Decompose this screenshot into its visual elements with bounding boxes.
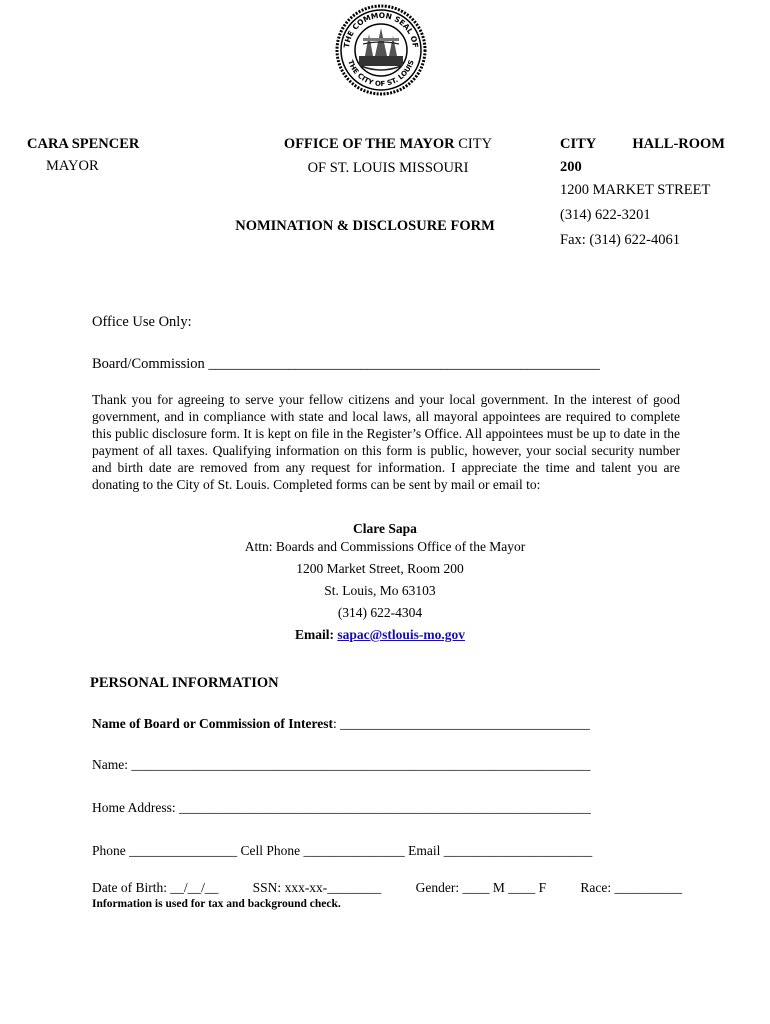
phone-label: Phone <box>92 843 130 858</box>
personal-info-heading: PERSONAL INFORMATION <box>90 675 279 691</box>
gender-f-field[interactable]: ____ <box>508 880 536 895</box>
mayor-block <box>27 135 139 179</box>
race-label: Race: <box>580 880 615 895</box>
dob-label: Date of Birth: <box>92 880 171 895</box>
dob-row <box>92 880 682 896</box>
board-commission-row <box>92 355 600 373</box>
ssn-label: SSN: <box>252 880 285 895</box>
gender-m-label: M <box>492 880 505 895</box>
email-label: Email <box>404 843 444 858</box>
contact-street: 1200 Market Street, Room 200 <box>296 561 464 576</box>
contact-attn: Attn: Boards and Commissions Office of the Mayor <box>244 539 526 554</box>
office-line1: OFFICE OF THE MAYOR <box>283 136 455 152</box>
name-field[interactable]: ____________________________________________________________________ <box>131 757 591 772</box>
contact-block <box>190 520 580 648</box>
board-commission-field[interactable]: ______________________________________________________ <box>208 356 600 372</box>
office-fax: Fax: (314) 622-4061 <box>560 232 681 248</box>
gender-label: Gender: <box>415 880 463 895</box>
email-field[interactable]: ______________________ <box>443 843 593 858</box>
phone-field[interactable]: ________________ <box>129 843 238 858</box>
address-room: 200 <box>560 159 582 175</box>
svg-text:THE CITY OF ST. LOUIS: THE CITY OF ST. LOUIS <box>346 58 416 89</box>
mayor-name: CARA SPENCER <box>27 136 140 152</box>
board-interest-field[interactable]: _____________________________________ <box>340 716 590 731</box>
form-title: NOMINATION & DISCLOSURE FORM <box>235 218 495 234</box>
office-block <box>270 135 506 183</box>
name-row <box>92 757 590 773</box>
svg-text:THE COMMON SEAL OF: THE COMMON SEAL OF <box>342 10 420 49</box>
tax-background-note: Information is used for tax and background check. <box>92 898 341 910</box>
intro-paragraph: Thank you for agreeing to serve your fellow citizens and your local government. In the interest of good government, and in compliance with state and local laws, all mayoral appointees are required to complete this public disclosure form. It is kept on file in the Register’s Office. All appointees must be up to date in the payment of all taxes. Qualifying information on this form is public, however, your social security number and birth date are removed from any request for information. I appreciate the time and talent you are donating to the City of St. Louis. Completed forms can be sent by mail or email to: <box>92 392 680 492</box>
ssn-field[interactable]: xxx-xx-________ <box>284 880 382 895</box>
board-interest-label: Name of Board or Commission of Interest <box>92 716 333 731</box>
address-street: 1200 MARKET STREET <box>560 182 711 198</box>
address-city: CITY <box>560 136 597 152</box>
race-field[interactable]: __________ <box>614 880 682 895</box>
dob-field[interactable]: __/__/__ <box>170 880 219 895</box>
mayor-title: MAYOR <box>46 158 99 174</box>
cell-phone-label: Cell Phone <box>237 843 304 858</box>
board-interest-row <box>92 716 590 732</box>
contact-name: Clare Sapa <box>353 521 417 536</box>
home-address-field[interactable]: _____________________________________________________________ <box>179 800 591 815</box>
board-commission-label: Board/Commission <box>92 356 205 372</box>
office-line1-city: CITY <box>458 136 493 152</box>
contact-city: St. Louis, Mo 63103 <box>324 583 436 598</box>
phone-row <box>92 843 592 859</box>
cell-phone-field[interactable]: _______________ <box>303 843 405 858</box>
home-address-label: Home Address: <box>92 800 179 815</box>
name-label: Name: <box>92 757 132 772</box>
office-line2: OF ST. LOUIS MISSOURI <box>307 160 469 176</box>
board-interest-colon: : <box>332 716 341 731</box>
gender-f-label: F <box>538 880 547 895</box>
city-seal-logo <box>335 4 427 96</box>
gender-m-field[interactable]: ____ <box>462 880 490 895</box>
contact-email-label: Email: <box>294 627 334 642</box>
address-block <box>560 135 725 254</box>
contact-email-link[interactable]: sapac@stlouis-mo.gov <box>337 627 466 642</box>
contact-phone: (314) 622-4304 <box>337 605 423 620</box>
address-hall: HALL-ROOM <box>632 136 725 152</box>
home-address-row <box>92 800 591 816</box>
office-use-label: Office Use Only: <box>92 314 192 330</box>
office-phone: (314) 622-3201 <box>560 207 651 223</box>
